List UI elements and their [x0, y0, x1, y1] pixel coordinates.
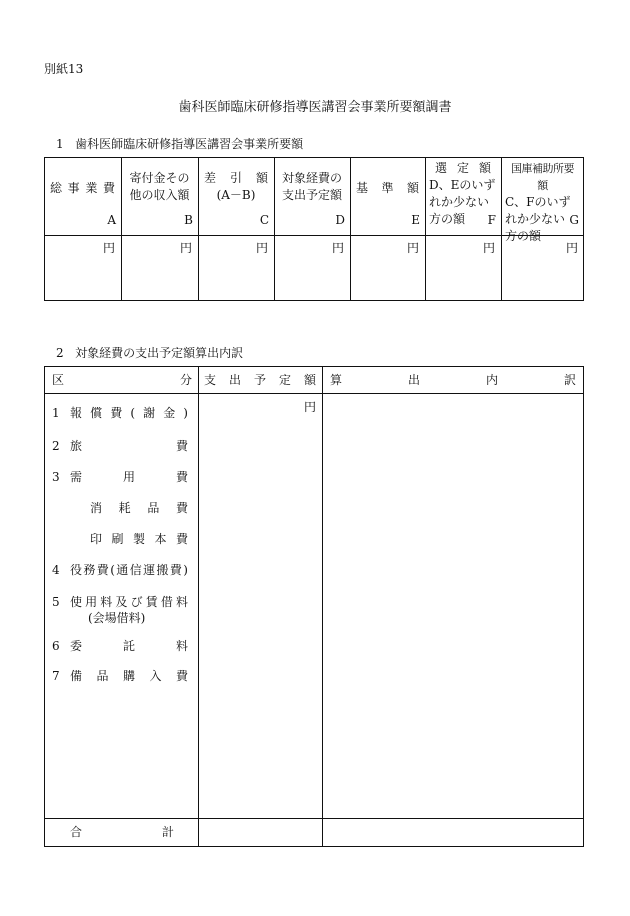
item-number: 1 [52, 406, 60, 420]
column-divider [501, 157, 502, 301]
amount-cell-unit: 円 [565, 241, 578, 255]
item-number: 3 [52, 470, 60, 484]
total-char: 合 [70, 825, 83, 839]
item-label: 委託料 [70, 639, 188, 653]
item-label: 役務費(通信運搬費) [70, 563, 188, 577]
row-divider [44, 235, 584, 236]
header-line: 選定額 [435, 161, 491, 175]
header-line: 寄付金その [129, 171, 190, 185]
section1-heading [56, 135, 303, 152]
column-letter: E [411, 213, 420, 227]
header-line: 支出予定額 [281, 188, 342, 202]
header-category [52, 372, 192, 389]
document-title: 歯科医師臨床研修指導医講習会事業所要額調書 [178, 100, 452, 115]
header-line: 国庫補助所要額 [511, 162, 574, 192]
column-divider [274, 157, 275, 301]
item-label: 旅費 [70, 439, 188, 453]
header-line: 方の額 [505, 229, 542, 243]
header-line: C、Fのいず [505, 195, 571, 209]
item-label: 消耗品費 [90, 501, 188, 515]
column-header [125, 170, 194, 204]
column-header [505, 160, 580, 245]
section1-number: 1 [56, 137, 64, 151]
header-line: D、Eのいず [429, 178, 496, 192]
header-calc-char: 訳 [563, 373, 576, 387]
amount-cell-unit: 円 [482, 241, 495, 255]
column-divider [425, 157, 426, 301]
header-calc-char: 出 [407, 373, 420, 387]
header-category-right: 分 [179, 373, 192, 387]
header-line: 他の収入額 [129, 188, 190, 202]
header-line: 基準額 [356, 181, 419, 195]
column-letter: A [107, 213, 116, 227]
amount-cell-unit: 円 [179, 241, 192, 255]
column-letter: C [259, 213, 269, 227]
item-number: 7 [52, 669, 60, 683]
amount-unit: 円 [303, 400, 316, 414]
header-line: 差引額 [204, 171, 268, 185]
column-divider [198, 366, 199, 847]
item-number: 2 [52, 439, 60, 453]
column-divider [322, 366, 323, 847]
header-amount: 支出予定額 [204, 373, 316, 387]
total-label [70, 824, 174, 841]
header-line: 対象経費の [281, 171, 342, 185]
section2-title: 対象経費の支出予定額算出内訳 [75, 346, 244, 360]
item-label: 備品購入費 [70, 669, 188, 683]
column-letter: D [335, 213, 345, 227]
header-calc-char: 算 [330, 373, 343, 387]
column-header [48, 180, 117, 197]
column-letter: F [487, 213, 496, 227]
section2-heading [56, 344, 243, 361]
item-number: 4 [52, 563, 60, 577]
column-divider [198, 157, 199, 301]
column-letter: B [184, 213, 193, 227]
column-letter: G [569, 213, 579, 227]
amount-cell-unit: 円 [406, 241, 419, 255]
item-sublabel: (会場借料) [88, 611, 146, 625]
column-divider [121, 157, 122, 301]
amount-cell-unit: 円 [102, 241, 115, 255]
column-divider [350, 157, 351, 301]
amount-cell-unit: 円 [331, 241, 344, 255]
header-line: れか少ない [429, 195, 490, 209]
column-header [278, 170, 346, 204]
item-label: 印刷製本費 [90, 532, 188, 546]
row-divider [44, 393, 584, 394]
amount-cell-unit: 円 [255, 241, 268, 255]
header-line: (A－B) [216, 188, 256, 202]
column-header [202, 170, 270, 204]
header-line: れか少ない [505, 212, 566, 226]
row-divider [44, 818, 584, 819]
item-number: 6 [52, 639, 60, 653]
item-label: 需用費 [70, 470, 188, 484]
header-line: 総事業費 [50, 181, 115, 195]
section1-title: 歯科医師臨床研修指導医講習会事業所要額 [75, 137, 304, 151]
total-char: 計 [161, 825, 174, 839]
item-label: 報償費(謝金) [70, 406, 188, 420]
column-header [354, 180, 421, 197]
header-line: 方の額 [429, 212, 466, 226]
attachment-label: 別紙13 [44, 62, 84, 76]
header-calc-char: 内 [485, 373, 498, 387]
section2-number: 2 [56, 346, 64, 360]
item-number: 5 [52, 595, 60, 609]
item-label: 使用料及び賃借料 [70, 595, 188, 609]
header-category-left: 区 [52, 373, 65, 387]
header-calculation [330, 372, 576, 389]
